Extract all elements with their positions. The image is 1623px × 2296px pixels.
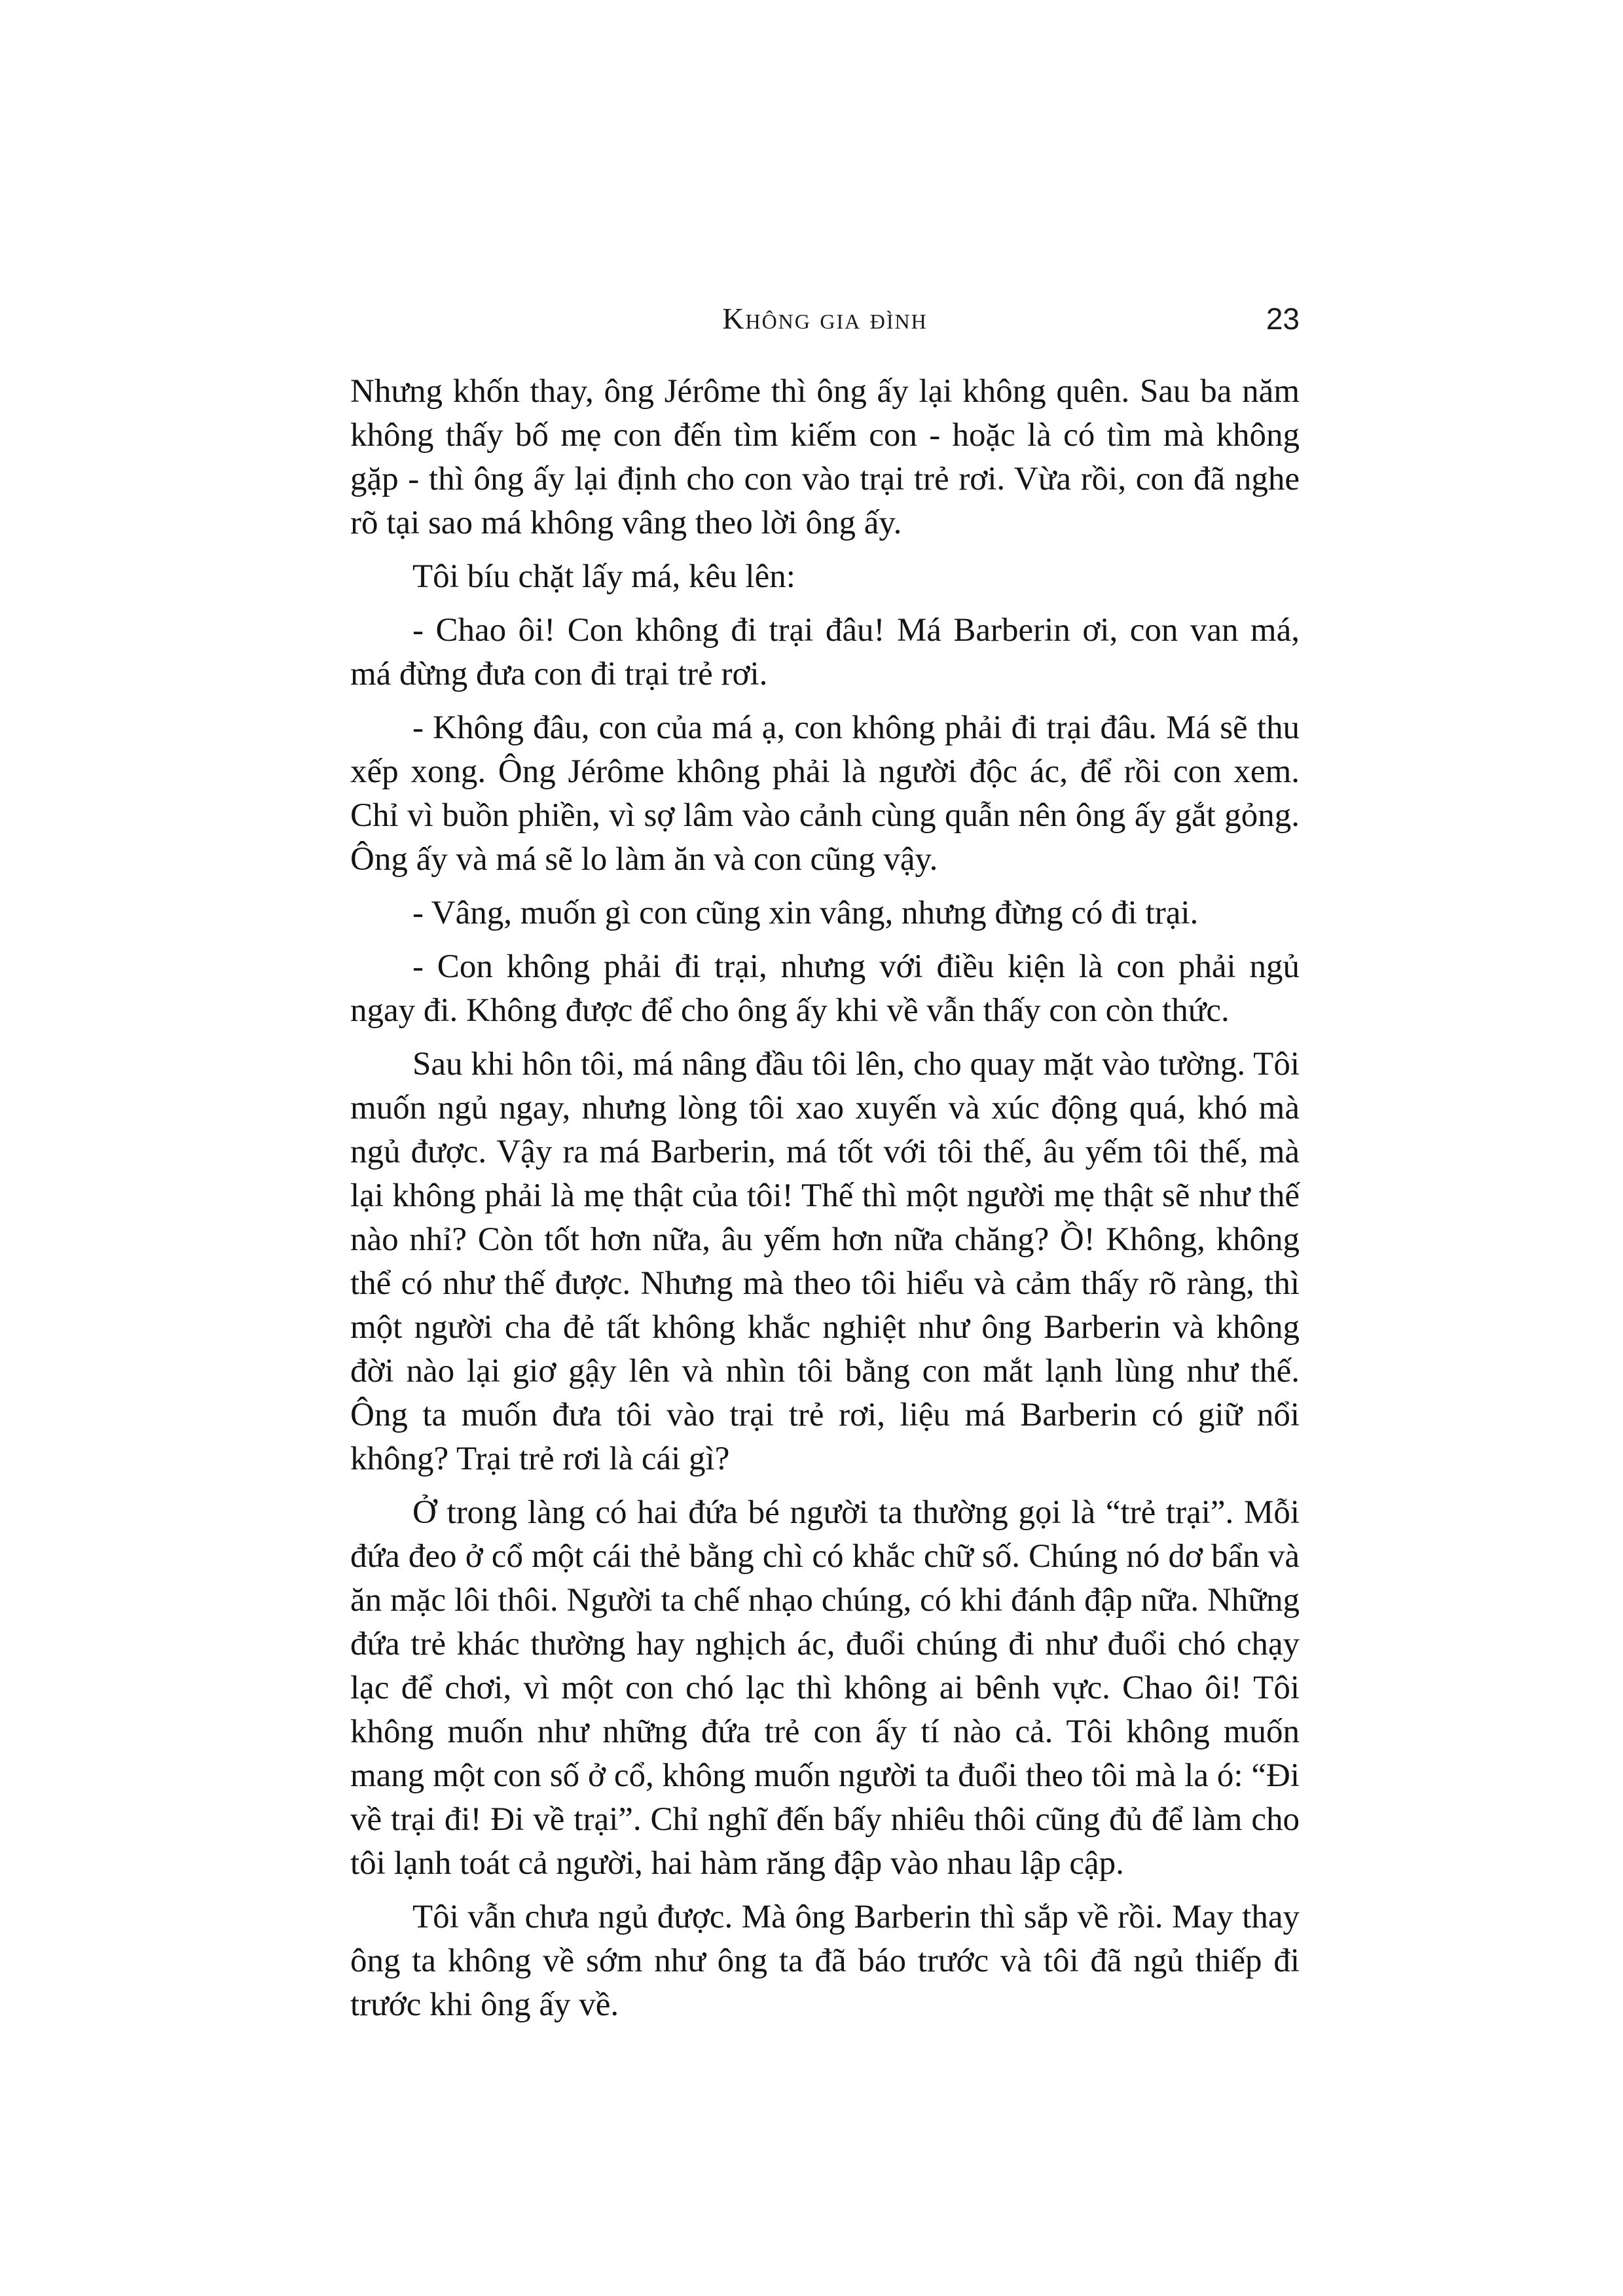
body-text: [350, 370, 1300, 2037]
paragraph: Tôi vẫn chưa ngủ được. Mà ông Barberin thì sắp về rồi. May thay ông ta không về sớm như ông ta đã báo trước và tôi đã ngủ thiếp đi trước khi ông ấy về.: [350, 1899, 1300, 2023]
dialogue-paragraph: - Vâng, muốn gì con cũng xin vâng, nhưng đừng có đi trại.: [412, 895, 1199, 931]
paragraph: Ở trong làng có hai đứa bé người ta thường gọi là “trẻ trại”. Mỗi đứa đeo ở cổ một cái thẻ bằng chì có khắc chữ số. Chúng nó dơ bẩn và ăn mặc lôi thôi. Người ta chế nhạo chúng, có khi đánh đập nữa. Những đứa trẻ khác thường hay nghịch ác, đuổi chúng đi như đuổi chó chạy lạc để chơi, vì một con chó lạc thì không ai bênh vực. Chao ôi! Tôi không muốn như những đứa trẻ con ấy tí nào cả. Tôi không muốn mang một con số ở cổ, không muốn người ta đuổi theo tôi mà la ó: “Đi về trại đi! Đi về trại”. Chỉ nghĩ đến bấy nhiêu thôi cũng đủ để làm cho tôi lạnh toát cả người, hai hàm răng đập vào nhau lập cập.: [350, 1494, 1300, 1882]
chapter-title: Không gia đình: [722, 302, 928, 335]
running-header: [350, 288, 1300, 350]
dialogue-paragraph: - Con không phải đi trại, nhưng với điều kiện là con phải ngủ ngay đi. Không được để cho ông ấy khi về vẫn thấy con còn thức.: [350, 948, 1300, 1029]
paragraph: Nhưng khốn thay, ông Jérôme thì ông ấy lại không quên. Sau ba năm không thấy bố mẹ con đến tìm kiếm con - hoặc là có tìm mà không gặp - thì ông ấy lại định cho con vào trại trẻ rơi. Vừa rồi, con đã nghe rõ tại sao má không vâng theo lời ông ấy.: [350, 373, 1300, 541]
paragraph: Sau khi hôn tôi, má nâng đầu tôi lên, cho quay mặt vào tường. Tôi muốn ngủ ngay, nhưng lòng tôi xao xuyến và xúc động quá, khó mà ngủ được. Vậy ra má Barberin, má tốt với tôi thế, âu yếm tôi thế, mà lại không phải là mẹ thật của tôi! Thế thì một người mẹ thật sẽ như thế nào nhỉ? Còn tốt hơn nữa, âu yếm hơn nữa chăng? Ồ! Không, không thể có như thế được. Nhưng mà theo tôi hiểu và cảm thấy rõ ràng, thì một người cha đẻ tất không khắc nghiệt như ông Barberin và không đời nào lại giơ gậy lên và nhìn tôi bằng con mắt lạnh lùng như thế. Ông ta muốn đưa tôi vào trại trẻ rơi, liệu má Barberin có giữ nổi không? Trại trẻ rơi là cái gì?: [350, 1046, 1300, 1477]
page-number: 23: [1266, 302, 1300, 336]
dialogue-paragraph: - Chao ôi! Con không đi trại đâu! Má Barberin ơi, con van má, má đừng đưa con đi trại trẻ rơi.: [350, 612, 1300, 692]
paragraph: Tôi bíu chặt lấy má, kêu lên:: [412, 558, 795, 595]
dialogue-paragraph: - Không đâu, con của má ạ, con không phải đi trại đâu. Má sẽ thu xếp xong. Ông Jérôme không phải là người độc ác, để rồi con xem. Chỉ vì buồn phiền, vì sợ lâm vào cảnh cùng quẫn nên ông ấy gắt gỏng. Ông ấy và má sẽ lo làm ăn và con cũng vậy.: [350, 709, 1300, 878]
